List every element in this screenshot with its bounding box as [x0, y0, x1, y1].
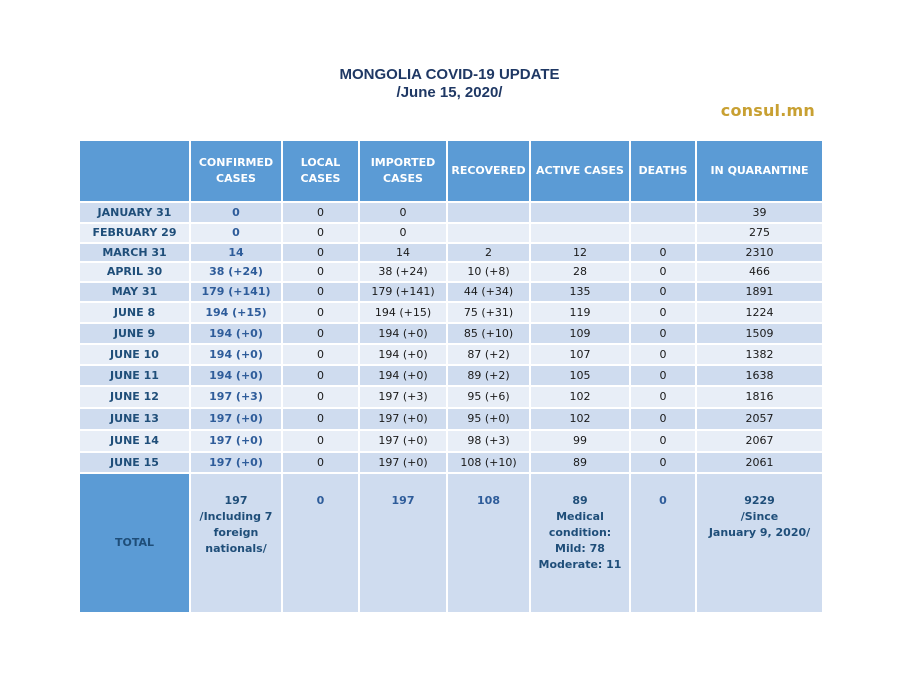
column-header: LOCAL CASES — [282, 140, 359, 202]
table-cell: 0 — [282, 243, 359, 262]
cell-confirmed: 194 (+0) — [190, 365, 282, 386]
row-date: JUNE 14 — [79, 430, 190, 452]
table-cell: 0 — [282, 282, 359, 302]
table-cell: 194 (+15) — [359, 302, 447, 323]
column-header: IN QUARANTINE — [696, 140, 823, 202]
cell-confirmed: 197 (+0) — [190, 408, 282, 430]
table-cell: 12 — [530, 243, 630, 262]
cell-confirmed: 0 — [190, 223, 282, 243]
total-row — [79, 473, 823, 613]
cell-confirmed: 38 (+24) — [190, 262, 282, 282]
cell-confirmed: 14 — [190, 243, 282, 262]
row-date: MARCH 31 — [79, 243, 190, 262]
table-cell: 194 (+0) — [359, 323, 447, 344]
total-active-line: 89 — [572, 494, 588, 507]
table-cell: 197 (+0) — [359, 408, 447, 430]
total-confirmed-line: foreign — [213, 526, 259, 539]
total-imported: 197 — [359, 473, 447, 613]
table-cell: 109 — [530, 323, 630, 344]
table-cell: 98 (+3) — [447, 430, 530, 452]
covid-table — [78, 139, 824, 614]
column-header: CONFIRMED CASES — [190, 140, 282, 202]
table-cell: 2067 — [696, 430, 823, 452]
table-cell: 197 (+3) — [359, 386, 447, 408]
table-cell: 89 (+2) — [447, 365, 530, 386]
table-cell: 0 — [282, 386, 359, 408]
table-cell: 14 — [359, 243, 447, 262]
cell-confirmed: 197 (+0) — [190, 452, 282, 473]
cell-confirmed: 194 (+0) — [190, 323, 282, 344]
table-cell: 44 (+34) — [447, 282, 530, 302]
table-cell: 0 — [282, 223, 359, 243]
table-cell: 0 — [282, 302, 359, 323]
row-date: JUNE 8 — [79, 302, 190, 323]
row-date: MAY 31 — [79, 282, 190, 302]
table-cell: 0 — [630, 323, 696, 344]
total-quarantine-line: 9229 — [744, 494, 775, 507]
total-quarantine-line: January 9, 2020/ — [708, 526, 811, 539]
cell-confirmed: 197 (+0) — [190, 430, 282, 452]
table-cell: 0 — [630, 430, 696, 452]
table-cell: 0 — [630, 344, 696, 365]
table-cell: 99 — [530, 430, 630, 452]
table-row — [79, 408, 823, 430]
cell-confirmed: 197 (+3) — [190, 386, 282, 408]
table-row — [79, 223, 823, 243]
table-cell: 119 — [530, 302, 630, 323]
total-confirmed-line: nationals/ — [205, 542, 267, 555]
table-cell: 197 (+0) — [359, 430, 447, 452]
table-cell: 0 — [282, 452, 359, 473]
row-date: JUNE 10 — [79, 344, 190, 365]
table-cell: 0 — [630, 282, 696, 302]
row-date: JUNE 13 — [79, 408, 190, 430]
table-cell: 197 (+0) — [359, 452, 447, 473]
row-date: JUNE 12 — [79, 386, 190, 408]
table-row — [79, 430, 823, 452]
total-confirmed-line: /Including 7 — [199, 510, 273, 523]
table-cell: 0 — [630, 302, 696, 323]
table-cell: 95 (+6) — [447, 386, 530, 408]
page-subtitle-date: /June 15, 2020/ — [396, 84, 503, 101]
table-cell: 87 (+2) — [447, 344, 530, 365]
total-quarantine-line: /Since — [740, 510, 779, 523]
table-cell: 105 — [530, 365, 630, 386]
table-row — [79, 202, 823, 223]
header-corner-cell — [79, 140, 190, 202]
table-cell: 1509 — [696, 323, 823, 344]
cell-confirmed: 194 (+15) — [190, 302, 282, 323]
table-cell: 28 — [530, 262, 630, 282]
table-cell: 0 — [359, 223, 447, 243]
table-body — [79, 202, 823, 613]
row-date: APRIL 30 — [79, 262, 190, 282]
total-confirmed-line: 197 — [224, 494, 248, 507]
table-row — [79, 452, 823, 473]
table-cell: 275 — [696, 223, 823, 243]
row-date: JUNE 11 — [79, 365, 190, 386]
total-active-line: Medical — [556, 510, 604, 523]
total-active-line: Mild: 78 — [555, 542, 605, 555]
column-header: RECOVERED — [447, 140, 530, 202]
table-cell: 2 — [447, 243, 530, 262]
table-cell: 0 — [359, 202, 447, 223]
table-cell: 102 — [530, 386, 630, 408]
table-cell — [530, 223, 630, 243]
table-cell: 0 — [282, 202, 359, 223]
table-cell: 107 — [530, 344, 630, 365]
total-local: 0 — [282, 473, 359, 613]
column-header: DEATHS — [630, 140, 696, 202]
table-cell: 75 (+31) — [447, 302, 530, 323]
consul-logo: consul.mn — [720, 101, 815, 120]
table-row — [79, 262, 823, 282]
table-row — [79, 344, 823, 365]
row-date: FEBRUARY 29 — [79, 223, 190, 243]
table-row — [79, 243, 823, 262]
table-cell: 2057 — [696, 408, 823, 430]
table-cell — [630, 202, 696, 223]
column-header: IMPORTED CASES — [359, 140, 447, 202]
table-cell: 0 — [630, 262, 696, 282]
total-deaths: 0 — [630, 473, 696, 613]
table-cell: 1224 — [696, 302, 823, 323]
table-cell: 38 (+24) — [359, 262, 447, 282]
total-quarantine — [696, 473, 823, 613]
table-cell: 0 — [630, 452, 696, 473]
table-cell: 194 (+0) — [359, 344, 447, 365]
table-cell: 1816 — [696, 386, 823, 408]
table-row — [79, 365, 823, 386]
table-cell — [530, 202, 630, 223]
table-cell: 0 — [630, 386, 696, 408]
total-recovered: 108 — [447, 473, 530, 613]
row-date: JANUARY 31 — [79, 202, 190, 223]
table-cell: 135 — [530, 282, 630, 302]
table-cell: 0 — [282, 408, 359, 430]
total-active-line: Moderate: 11 — [538, 558, 622, 571]
row-date: JUNE 15 — [79, 452, 190, 473]
table-cell: 102 — [530, 408, 630, 430]
total-label: TOTAL — [79, 473, 190, 613]
table-cell: 1638 — [696, 365, 823, 386]
table-cell: 0 — [282, 365, 359, 386]
table-cell: 194 (+0) — [359, 365, 447, 386]
table-cell — [630, 223, 696, 243]
table-cell — [447, 202, 530, 223]
table-cell — [447, 223, 530, 243]
table-row — [79, 323, 823, 344]
total-active — [530, 473, 630, 613]
page-title: MONGOLIA COVID-19 UPDATE — [339, 66, 560, 83]
cell-confirmed: 179 (+141) — [190, 282, 282, 302]
table-cell: 108 (+10) — [447, 452, 530, 473]
table-cell: 0 — [630, 408, 696, 430]
column-header: ACTIVE CASES — [530, 140, 630, 202]
table-cell: 89 — [530, 452, 630, 473]
total-confirmed — [190, 473, 282, 613]
table-cell: 1382 — [696, 344, 823, 365]
table-cell: 466 — [696, 262, 823, 282]
table-cell: 179 (+141) — [359, 282, 447, 302]
table-cell: 0 — [282, 262, 359, 282]
table-cell: 0 — [630, 365, 696, 386]
table-cell: 0 — [282, 323, 359, 344]
table-cell: 1891 — [696, 282, 823, 302]
cell-confirmed: 0 — [190, 202, 282, 223]
table-cell: 85 (+10) — [447, 323, 530, 344]
table-cell: 2061 — [696, 452, 823, 473]
table-row — [79, 386, 823, 408]
table-row — [79, 282, 823, 302]
table-header-row — [79, 140, 823, 202]
table-row — [79, 302, 823, 323]
table-cell: 0 — [282, 344, 359, 365]
table-cell: 39 — [696, 202, 823, 223]
table-cell: 10 (+8) — [447, 262, 530, 282]
table-cell: 95 (+0) — [447, 408, 530, 430]
table-cell: 0 — [282, 430, 359, 452]
row-date: JUNE 9 — [79, 323, 190, 344]
table-cell: 0 — [630, 243, 696, 262]
table-cell: 2310 — [696, 243, 823, 262]
cell-confirmed: 194 (+0) — [190, 344, 282, 365]
total-active-line: condition: — [548, 526, 612, 539]
